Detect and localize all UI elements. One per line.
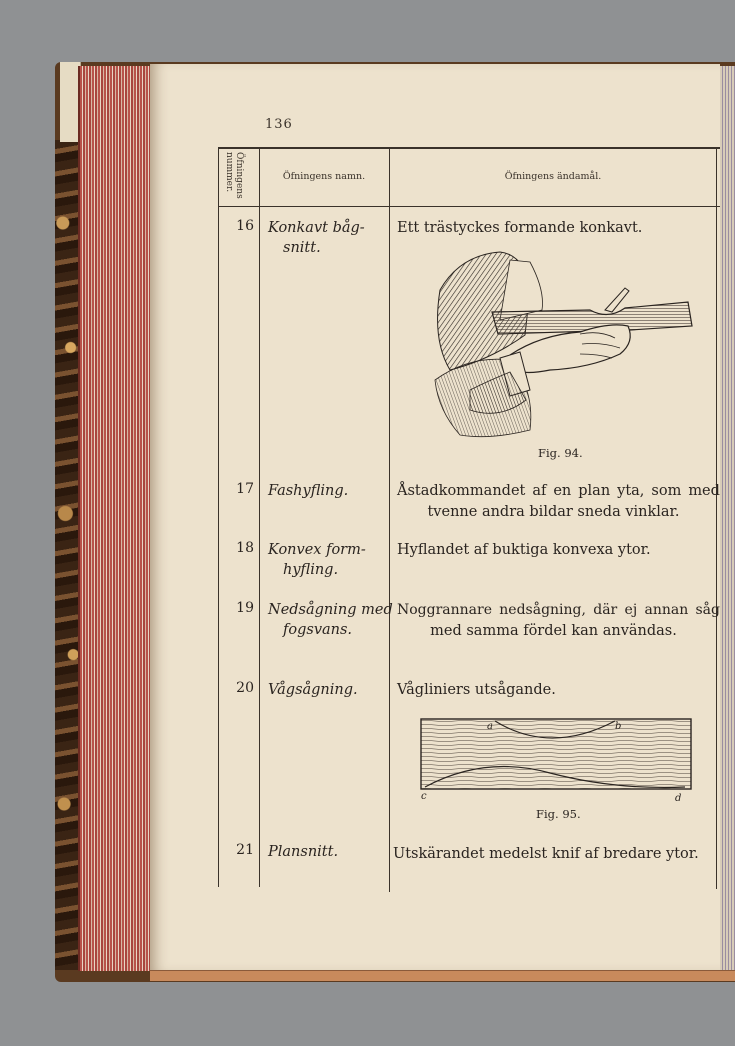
justified-word: ej bbox=[624, 602, 638, 618]
figure-94-caption: Fig. 94. bbox=[538, 446, 583, 460]
header-number: Öfningens nummer. bbox=[224, 152, 244, 199]
row-17-name: Fashyfling. bbox=[268, 483, 349, 499]
row-18-purpose: Hyflandet af buktiga konvexa ytor. bbox=[397, 542, 651, 558]
justified-word: en bbox=[553, 483, 572, 499]
header-name: Öfningens namn. bbox=[282, 171, 366, 182]
row-19-number: 19 bbox=[236, 600, 254, 616]
justified-word: Åstadkommandet bbox=[397, 483, 526, 499]
header-purpose: Öfningens ändamål. bbox=[504, 171, 602, 182]
figure-95-label-a: a bbox=[487, 721, 493, 732]
row-17-purpose: Åstadkommandet af en plan yta, som med tvenne andra bildar sneda vinklar. bbox=[397, 483, 720, 520]
table-top-rule bbox=[218, 147, 720, 149]
row-16-purpose: Ett trästyckes formande konkavt. bbox=[397, 220, 643, 236]
row-19-purpose: Noggrannare nedsågning, där ej annan såg med samma fördel kan användas. bbox=[397, 602, 720, 639]
row-16-name: Konkavt båg- snitt. bbox=[268, 220, 365, 256]
justified-word: som bbox=[651, 483, 682, 499]
justified-word: med bbox=[688, 483, 720, 499]
figure-95-label-d: d bbox=[675, 793, 682, 804]
row-17-number: 17 bbox=[236, 481, 254, 497]
row-18-name: Konvex form- hyfling. bbox=[268, 542, 366, 578]
row-21-number: 21 bbox=[236, 842, 254, 858]
page-edges bbox=[78, 66, 152, 971]
column-rule-name bbox=[389, 147, 390, 892]
figure-95-label-b: b bbox=[615, 721, 622, 732]
row-20-name: Vågsågning. bbox=[268, 682, 358, 698]
right-page-edge bbox=[720, 66, 735, 971]
justified-word: Noggrannare bbox=[397, 602, 492, 618]
row-19-name: Nedsågning med fogsvans. bbox=[268, 602, 393, 638]
figure-95-illustration bbox=[415, 715, 700, 805]
justified-word: yta, bbox=[617, 483, 645, 499]
column-rule-number bbox=[259, 147, 260, 887]
row-18-number: 18 bbox=[236, 540, 254, 556]
justified-word: plan bbox=[578, 483, 611, 499]
justified-word: af bbox=[532, 483, 547, 499]
row-21-name: Plansnitt. bbox=[268, 844, 339, 860]
row-21-purpose: Utskärandet medelst knif af bredare ytor. bbox=[393, 846, 699, 862]
justified-word: annan bbox=[644, 602, 689, 618]
page-number: 136 bbox=[265, 117, 293, 132]
bottom-page-edge bbox=[150, 970, 735, 981]
figure-95-label-c: c bbox=[421, 791, 427, 802]
table-header-rule bbox=[218, 206, 720, 207]
figure-94-illustration bbox=[430, 250, 695, 442]
justified-word: där bbox=[593, 602, 618, 618]
figure-95-caption: Fig. 95. bbox=[536, 807, 581, 821]
justified-word: såg bbox=[695, 602, 720, 618]
row-16-number: 16 bbox=[236, 218, 254, 234]
column-rule-left bbox=[218, 147, 219, 887]
justified-word: nedsågning, bbox=[499, 602, 586, 618]
row-20-number: 20 bbox=[236, 680, 254, 696]
row-20-purpose: Vågliniers utsågande. bbox=[397, 682, 556, 698]
